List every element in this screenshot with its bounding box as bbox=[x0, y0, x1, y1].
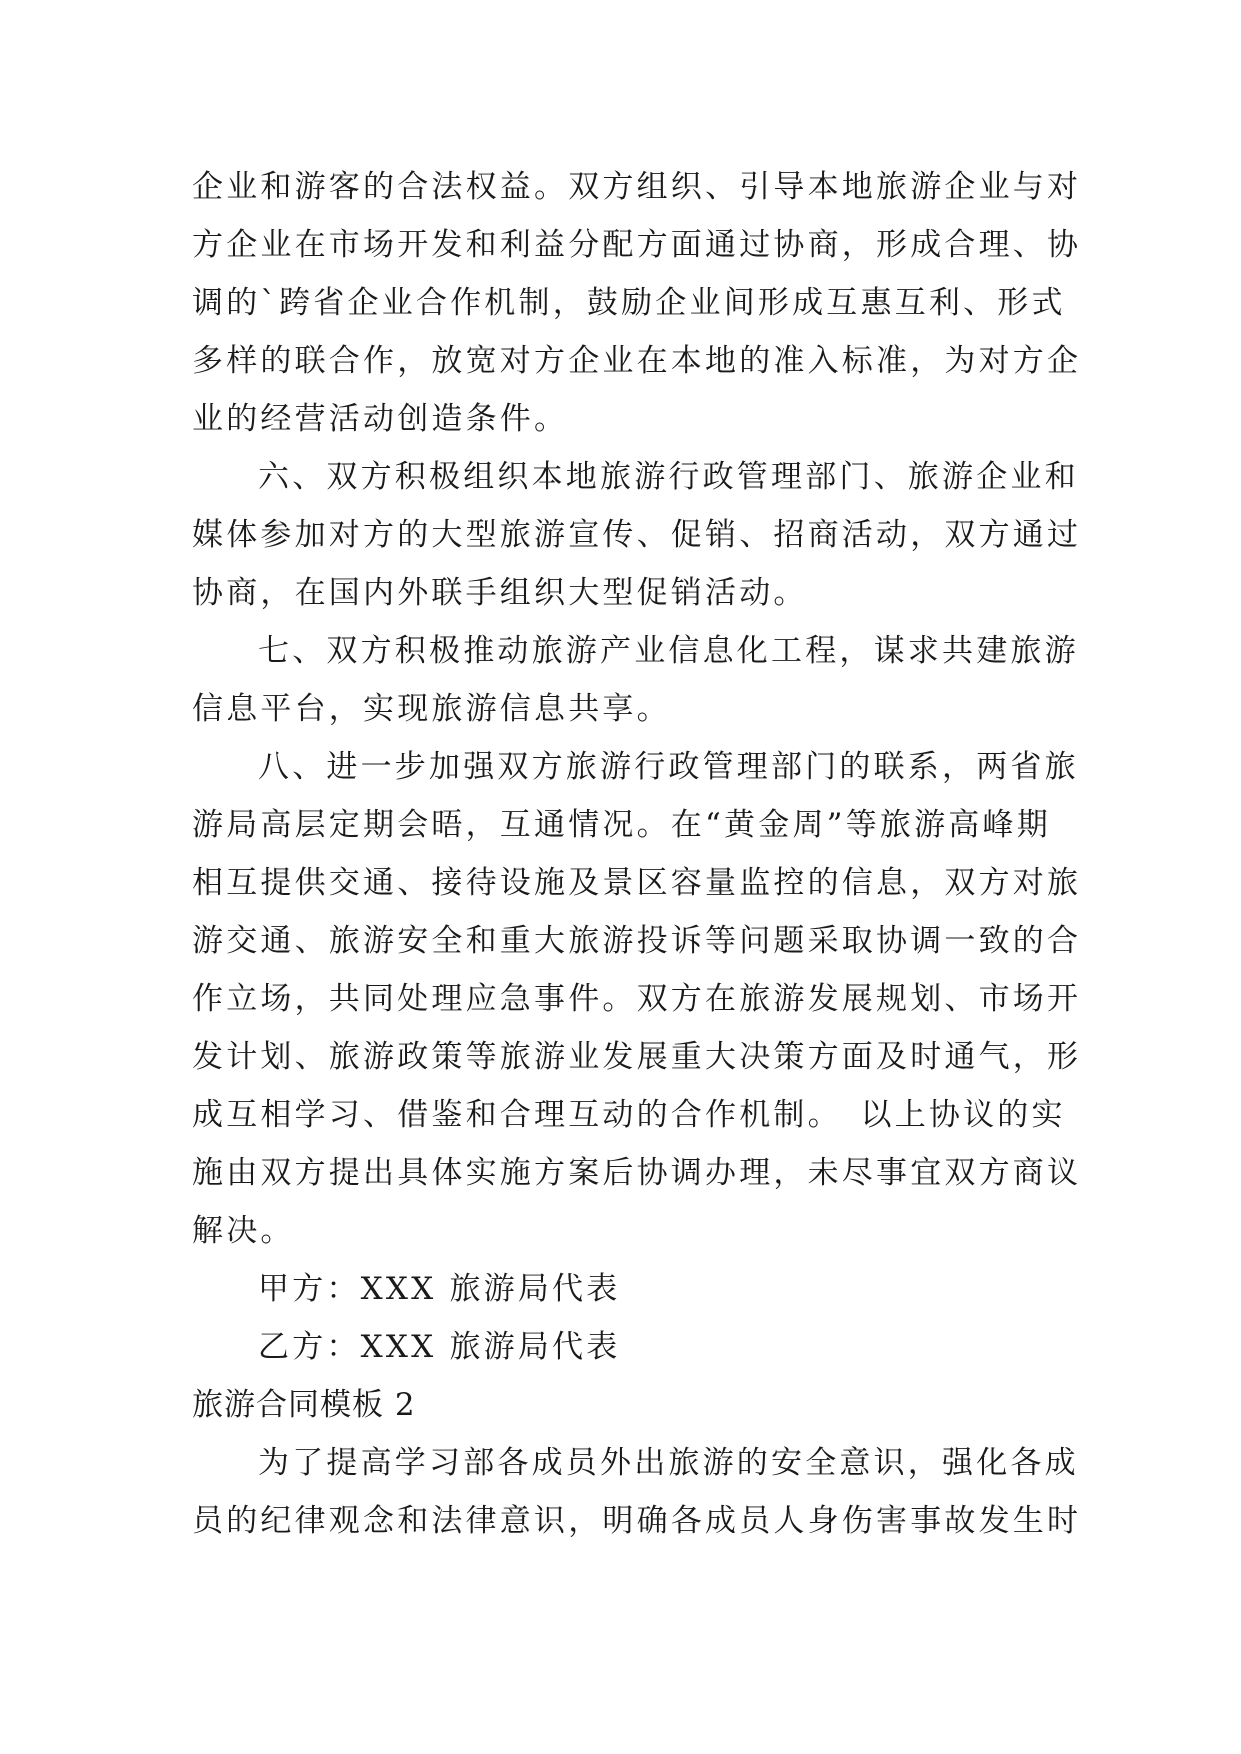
text-line: 企业和游客的合法权益。双方组织、引导本地旅游企业与对 bbox=[192, 169, 1082, 205]
party-a-signature-line: 甲方：XXX 旅游局代表 bbox=[258, 1271, 621, 1307]
clause-seven-line: 七、双方积极推动旅游产业信息化工程，谋求共建旅游 bbox=[258, 633, 1079, 669]
text-line: 业的经营活动创造条件。 bbox=[192, 401, 569, 437]
text-line: 发计划、旅游政策等旅游业发展重大决策方面及时通气，形 bbox=[192, 1039, 1082, 1075]
text-line: 员的纪律观念和法律意识，明确各成员人身伤害事故发生时 bbox=[192, 1503, 1082, 1539]
text-line: 调的`跨省企业合作机制，鼓励企业间形成互惠互利、形式 bbox=[192, 285, 1066, 321]
text-line: 协商，在国内外联手组织大型促销活动。 bbox=[192, 575, 808, 611]
document-body bbox=[192, 158, 1082, 1550]
section-heading: 旅游合同模板 2 bbox=[192, 1387, 416, 1423]
text-line: 游交通、旅游安全和重大旅游投诉等问题采取协调一致的合 bbox=[192, 923, 1082, 959]
text-line: 游局高层定期会晤，互通情况。在“黄金周”等旅游高峰期 bbox=[192, 807, 1051, 843]
clause-eight-line: 八、进一步加强双方旅游行政管理部门的联系，两省旅 bbox=[258, 749, 1079, 785]
text-line: 多样的联合作，放宽对方企业在本地的准入标准，为对方企 bbox=[192, 343, 1082, 379]
text-line: 信息平台，实现旅游信息共享。 bbox=[192, 691, 671, 727]
text-line: 作立场，共同处理应急事件。双方在旅游发展规划、市场开 bbox=[192, 981, 1082, 1017]
text-line: 相互提供交通、接待设施及景区容量监控的信息，双方对旅 bbox=[192, 865, 1082, 901]
party-b-signature-line: 乙方：XXX 旅游局代表 bbox=[258, 1329, 621, 1365]
text-line: 媒体参加对方的大型旅游宣传、促销、招商活动，双方通过 bbox=[192, 517, 1082, 553]
text-line: 方企业在市场开发和利益分配方面通过协商，形成合理、协 bbox=[192, 227, 1082, 263]
clause-six-line: 六、双方积极组织本地旅游行政管理部门、旅游企业和 bbox=[258, 459, 1079, 495]
intro-paragraph-line: 为了提高学习部各成员外出旅游的安全意识，强化各成 bbox=[258, 1445, 1079, 1481]
text-line: 解决。 bbox=[192, 1213, 295, 1249]
text-line: 施由双方提出具体实施方案后协调办理，未尽事宜双方商议 bbox=[192, 1155, 1082, 1191]
text-line: 成互相学习、借鉴和合理互动的合作机制。 以上协议的实 bbox=[192, 1097, 1066, 1133]
